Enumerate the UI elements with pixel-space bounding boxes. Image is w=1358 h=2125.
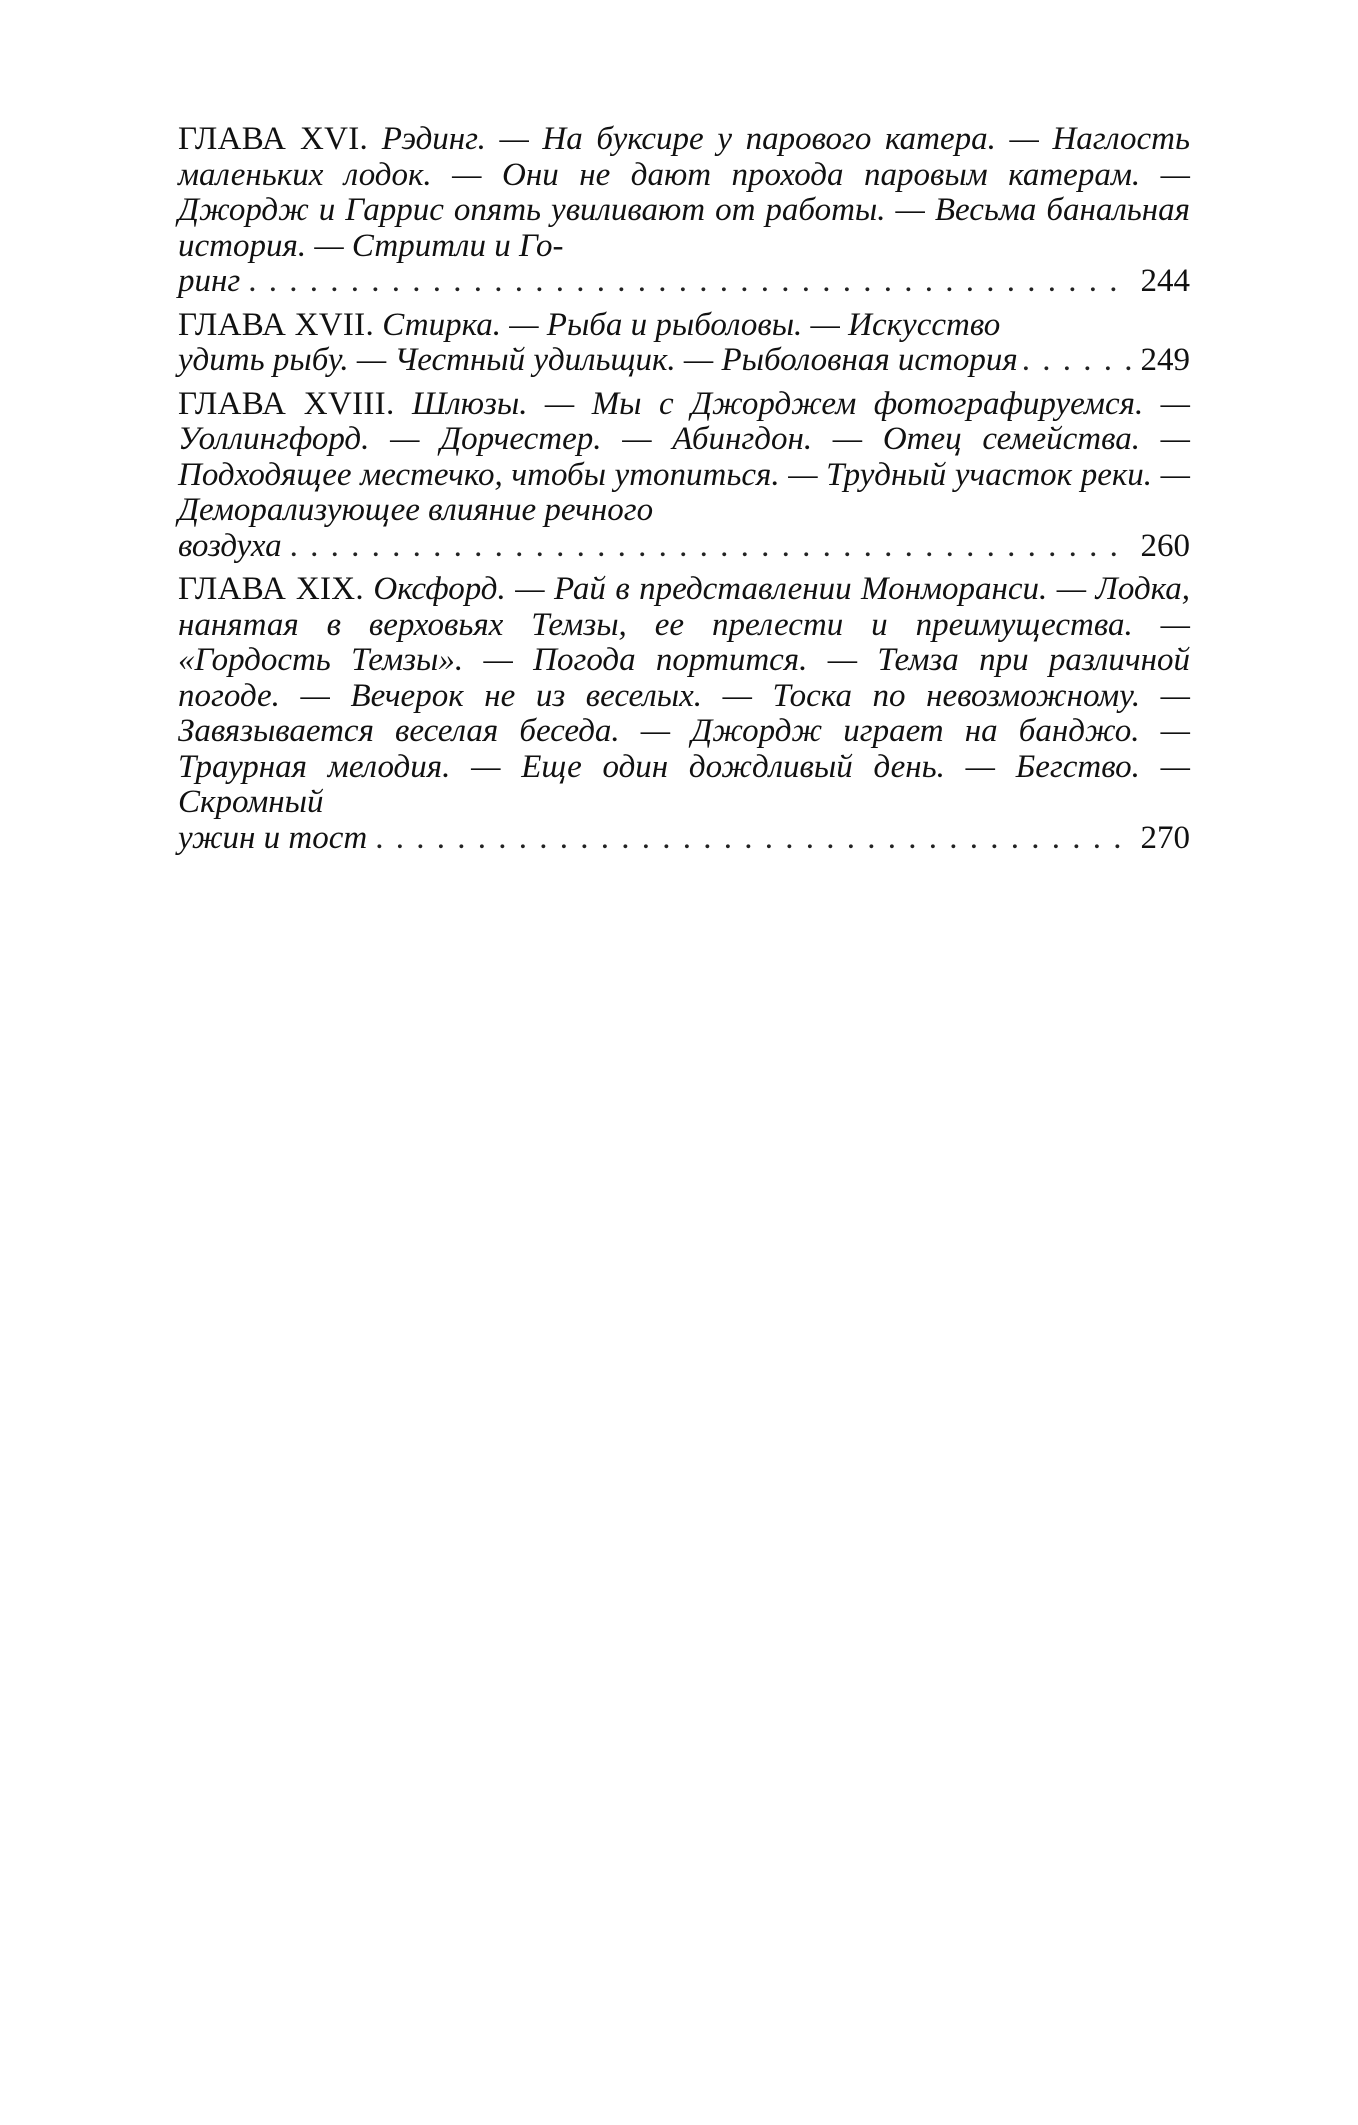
chapter-label: ГЛАВА XVIII.	[178, 385, 395, 422]
toc-entry-last-line	[178, 529, 1190, 565]
toc-entry-last-line	[178, 821, 1190, 857]
chapter-label: ГЛАВА XIX.	[178, 571, 364, 607]
dot-leader	[375, 821, 1128, 857]
chapter-description-end: удить рыбу. — Честный удильщик. — Рыболовная история	[178, 342, 1018, 378]
dot-leader	[248, 264, 1128, 300]
table-of-contents	[178, 122, 1190, 864]
chapter-description: Шлюзы. — Мы с Джорджем фотографируемся. — Уоллингфорд. — Дорчестер. — Абингдон. — Отец семейства. — Подходящее местечко, чтобы утопиться. — Трудный участок реки. — Деморализующее влияние речного	[178, 385, 1190, 528]
chapter-description-end: ринг	[178, 263, 241, 299]
page-number: 260	[1140, 527, 1190, 564]
toc-entry-chapter-16[interactable]	[178, 122, 1190, 300]
page-number: 249	[1140, 342, 1190, 378]
toc-entry-last-line	[178, 264, 1190, 300]
dot-leader	[1022, 343, 1132, 379]
toc-entry-chapter-19[interactable]	[178, 572, 1190, 856]
chapter-description: Стирка. — Рыба и рыболовы. — Искусство	[382, 306, 1001, 343]
page-number: 244	[1140, 263, 1190, 299]
chapter-description-end: воздуха	[178, 527, 282, 564]
chapter-description: Рэдинг. — На буксире у парового катера. — Наглость маленьких лодок. — Они не дают прохода паровым катерам. — Джордж и Гаррис опять увиливают от работы. — Весьма банальная история. — Стритли и Го-	[178, 121, 1191, 264]
chapter-description-end: ужин и тост	[178, 819, 368, 856]
dot-leader	[290, 529, 1128, 565]
chapter-label: ГЛАВА XVII.	[178, 306, 375, 343]
chapter-label: ГЛАВА XVI.	[178, 121, 369, 157]
page-number: 270	[1140, 819, 1190, 856]
toc-entry-last-line	[178, 343, 1190, 379]
chapter-description: Оксфорд. — Рай в представлении Монморанси. — Лодка, нанятая в верховьях Темзы, ее прелести и преимущества. — «Гордость Темзы». — Погода портится. — Темза при различной погоде. — Вечерок не из веселых. — Тоска по невозможному. — Завязывается веселая беседа. — Джордж играет на банджо. — Траурная мелодия. — Еще один дождливый день. — Бегство. — Скромный	[178, 571, 1190, 820]
toc-entry-chapter-17[interactable]	[178, 308, 1190, 379]
toc-entry-chapter-18[interactable]	[178, 387, 1190, 565]
